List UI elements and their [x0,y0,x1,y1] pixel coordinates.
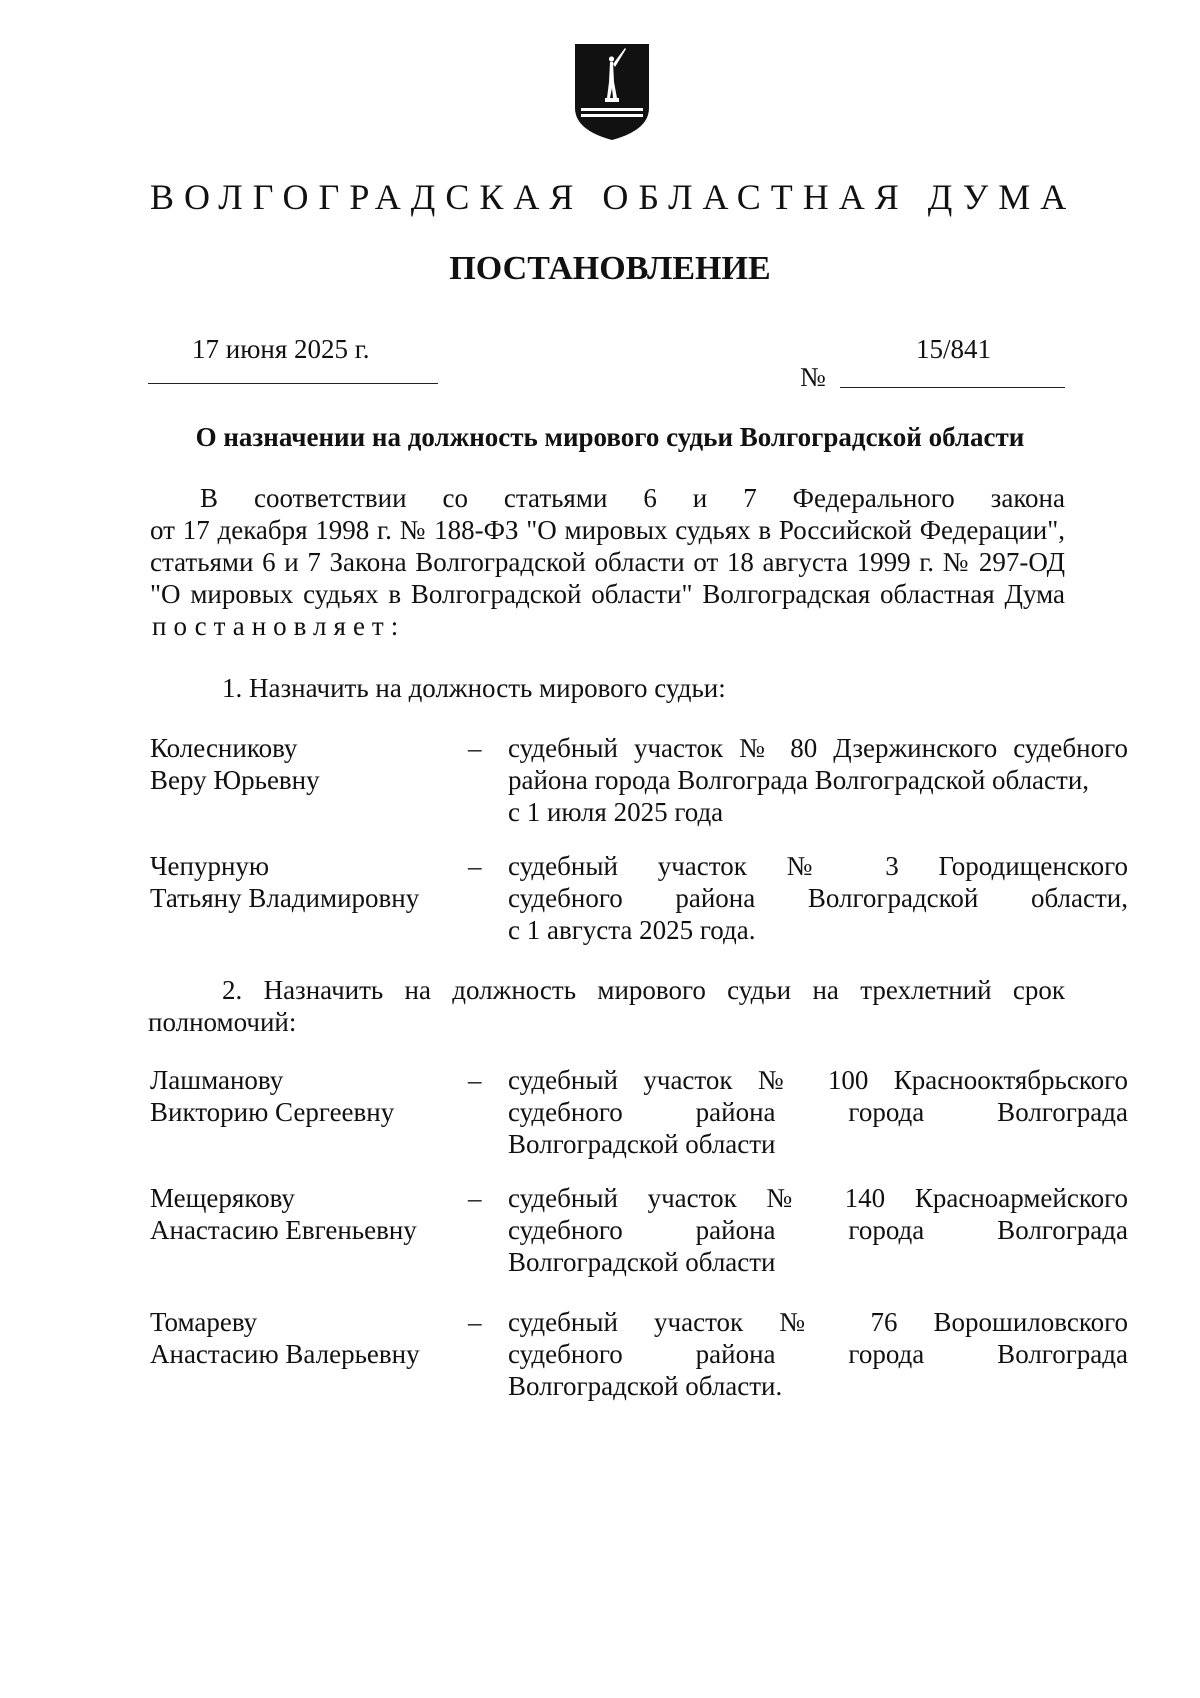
item-desc-line: судебный участок № 76 Ворошиловского [508,1307,1128,1337]
item-desc-line: судебный участок № 3 Городищенского [508,851,1128,881]
item-dash: – [468,1065,482,1095]
appointee-surname: Чепурную [150,851,270,881]
item-desc-line: района города Волгограда Волгоградской области, [508,765,1090,795]
appointee-surname: Мещерякову [150,1183,295,1213]
item-dash: – [468,851,482,881]
item-desc-line: судебного района города Волгограда [508,1097,1128,1127]
document-number: 15/841 [916,334,992,364]
document-subject: О назначении на должность мирового судьи Волгоградской области [195,422,1025,452]
preamble-line-2: от 17 декабря 1998 г. № 188-ФЗ "О мировых судьях в Российской Федерации", [150,515,1065,545]
preamble-line-1: В соответствии со статьями 6 и 7 Федерального закона [200,483,1065,513]
date-underline [148,383,438,384]
appointee-given-name: Викторию Сергеевну [150,1097,395,1127]
item-desc-line: судебный участок № 140 Красноармейского [508,1183,1128,1213]
organization-name: ВОЛГОГРАДСКАЯ ОБЛАСТНАЯ ДУМА [150,177,1077,217]
item-dash: – [468,1183,482,1213]
section-1-heading: 1. Назначить на должность мирового судьи: [222,673,726,703]
item-desc-line: с 1 августа 2025 года. [508,915,756,945]
appointee-surname: Колесникову [150,733,298,763]
section-2-heading-line-2: полномочий: [148,1007,297,1037]
item-dash: – [468,1307,482,1337]
preamble-line-3: статьями 6 и 7 Закона Волгоградской области от 18 августа 1999 г. № 297-ОД [150,547,1065,577]
section-2-heading-line-1: 2. Назначить на должность мирового судьи на трехлетний срок [222,975,1065,1005]
document-date: 17 июня 2025 г. [192,334,370,364]
appointee-given-name: Веру Юрьевну [150,765,320,795]
item-desc-line: Волгоградской области [508,1129,776,1159]
document-type: ПОСТАНОВЛЕНИЕ [449,250,771,287]
item-dash: – [468,733,482,763]
item-desc-line: судебного района Волгоградской области, [508,883,1128,913]
item-desc-line: Волгоградской области [508,1247,776,1277]
appointee-given-name: Татьяну Владимировну [150,883,420,913]
item-desc-line: судебный участок № 100 Краснооктябрьского [508,1065,1128,1095]
number-underline [840,387,1065,388]
coat-of-arms-emblem [573,42,651,142]
preamble-line-4: "О мировых судьях в Волгоградской области" Волгоградская областная Дума [150,579,1065,609]
item-desc-line: судебного района города Волгограда [508,1339,1128,1369]
number-sign: № [800,362,826,392]
item-desc-line: с 1 июля 2025 года [508,797,724,827]
appointee-given-name: Анастасию Валерьевну [150,1339,420,1369]
item-desc-line: Волгоградской области. [508,1371,783,1401]
item-desc-line: судебный участок № 80 Дзержинского судебного [508,733,1128,763]
appointee-given-name: Анастасию Евгеньевну [150,1215,417,1245]
appointee-surname: Томареву [150,1307,258,1337]
item-desc-line: судебного района города Волгограда [508,1215,1128,1245]
preamble-resolves: постановляет: [152,611,406,641]
appointee-surname: Лашманову [150,1065,284,1095]
